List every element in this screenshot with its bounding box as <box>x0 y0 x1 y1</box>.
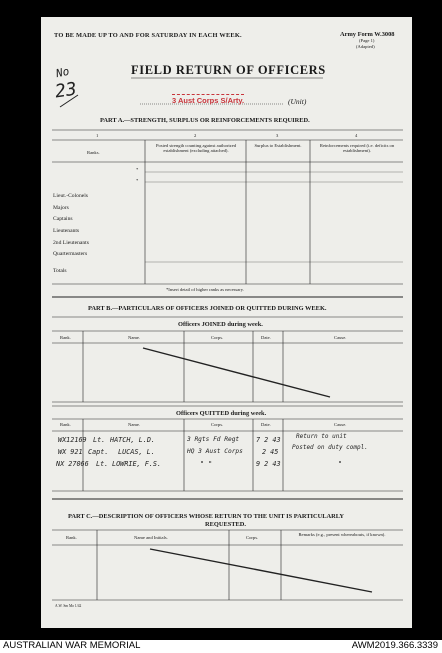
partc-col-remarks: Remarks (e.g., present whereabouts, if known). <box>298 532 386 537</box>
quitted-row-2-name: LUCAS, L. <box>118 448 155 456</box>
handwritten-number: 23 <box>53 78 79 103</box>
part-c-heading-1: PART C.—DESCRIPTION OF OFFICERS WHOSE RETURN TO THE UNIT IS PARTICULARLY <box>68 513 345 520</box>
rank-lieutenants: Lieutenants <box>53 228 80 234</box>
col-header-ranks: Ranks. <box>87 150 100 155</box>
form-id: Army Form W.3008 <box>340 31 395 38</box>
unit-stamp: 3 Aust Corps S/Arty. <box>172 96 245 105</box>
rank-lieut-colonels: Lieut.-Colonels <box>53 193 88 199</box>
quitted-title: Officers QUITTED during week. <box>176 410 267 417</box>
col-number-1: 1 <box>96 133 99 138</box>
print-code: A.W. Sm Mo 1/42 <box>55 604 82 608</box>
quitted-row-3-name: LOWRIE, F.S. <box>112 460 162 468</box>
quitted-col-cause: Cause. <box>334 422 347 427</box>
caption-bar <box>0 640 442 653</box>
joined-title: Officers JOINED during week. <box>178 321 263 328</box>
part-a-heading: PART A.—STRENGTH, SURPLUS OR REINFORCEMENTS REQUIRED. <box>100 117 310 124</box>
quitted-row-1-date: 7 2 43 <box>256 436 281 444</box>
partc-col-rank: Rank. <box>66 535 77 540</box>
quitted-col-date: Date. <box>261 422 271 427</box>
caption-right: AWM2019.366.3339 <box>351 640 438 651</box>
rank-captains: Captains <box>53 216 73 222</box>
form-title: FIELD RETURN OF OFFICERS <box>131 63 326 77</box>
partc-col-name: Name and Initials. <box>134 535 168 540</box>
quitted-row-3-no: NX 27066 <box>56 460 89 468</box>
partc-col-corps: Corps. <box>246 535 259 540</box>
quitted-row-3-corps: " " <box>200 460 213 468</box>
quitted-row-2-cause: Posted on duty compl. <box>292 444 368 451</box>
joined-col-corps: Corps. <box>211 335 224 340</box>
rank-majors: Majors <box>53 205 69 211</box>
rank-quartermasters: Quartermasters <box>53 251 88 257</box>
quitted-row-2-corps: HQ 3 Aust Corps <box>187 448 243 455</box>
col-number-3: 3 <box>276 133 279 138</box>
quitted-row-2-rank: Capt. <box>88 448 109 456</box>
unit-label: (Unit) <box>288 97 307 106</box>
quitted-row-2-no: WX 921 <box>58 448 83 456</box>
asterisk-2: * <box>136 178 139 183</box>
part-c-heading-2: REQUESTED. <box>205 521 247 528</box>
joined-col-cause: Cause. <box>334 335 347 340</box>
quitted-row-1-name: HATCH, L.D. <box>110 436 156 444</box>
part-a-footnote: *Insert detail of higher ranks as necessary. <box>166 287 244 292</box>
form-page: (Page 1) <box>359 38 375 43</box>
col-number-4: 4 <box>355 133 358 138</box>
col-header-posted: Posted strength counting against authorized establishment (excluding attached). <box>155 143 237 154</box>
col-header-surplus: Surplus to Establishment. <box>254 143 302 148</box>
rank-totals: Totals <box>53 268 67 274</box>
asterisk-1: * <box>136 167 139 172</box>
quitted-col-name: Name. <box>128 422 141 427</box>
quitted-row-1-corps: 3 Rgts Fd Regt <box>187 436 240 443</box>
quitted-col-rank: Rank. <box>60 422 71 427</box>
quitted-row-3-date: 9 2 43 <box>256 460 281 468</box>
caption-left: AUSTRALIAN WAR MEMORIAL <box>3 640 141 651</box>
rank-2nd-lieutenants: 2nd Lieutenants <box>53 240 89 246</box>
quitted-row-3-rank: Lt. <box>96 460 109 468</box>
joined-col-rank: Rank. <box>60 335 71 340</box>
quitted-row-2-date: 2 45 <box>262 448 279 456</box>
part-b-heading: PART B.—PARTICULARS OF OFFICERS JOINED OR QUITTED DURING WEEK. <box>88 305 327 312</box>
quitted-row-1-cause: Return to unit <box>296 433 347 440</box>
instruction-text: TO BE MADE UP TO AND FOR SATURDAY IN EACH WEEK. <box>54 32 242 39</box>
joined-col-date: Date. <box>261 335 271 340</box>
col-header-reinforcements: Reinforcements required (i.e. deficits on establishment). <box>319 143 395 154</box>
quitted-row-1-no: WX12169 <box>58 436 87 444</box>
quitted-row-3-cause: " <box>338 460 343 468</box>
joined-col-name: Name. <box>128 335 141 340</box>
handwritten-no: No <box>54 64 71 81</box>
col-number-2: 2 <box>194 133 197 138</box>
form-adapted: (Adapted) <box>356 44 375 49</box>
quitted-col-corps: Corps. <box>211 422 224 427</box>
quitted-row-1-rank: Lt. <box>93 436 106 444</box>
